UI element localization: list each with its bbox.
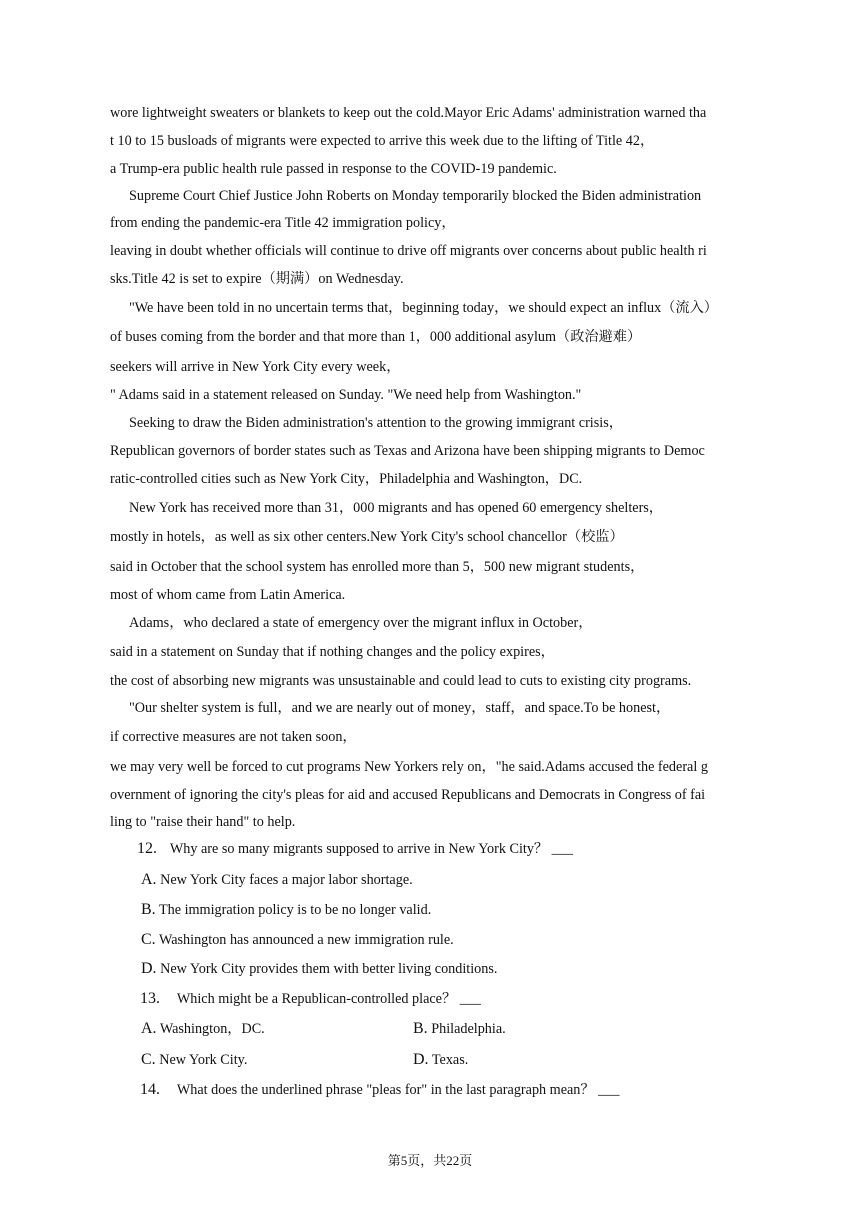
passage-line: ling to "raise their hand" to help. [110,814,296,830]
passage-line: wore lightweight sweaters or blankets to keep out the cold.Mayor Eric Adams' administration warned tha [110,105,707,121]
passage-line: sks.Title 42 is set to expire（期满）on Wednesday. [110,271,404,287]
question-text: Why are so many migrants supposed to arrive in New York City？ ___ [169,841,573,857]
option-text: Washington，DC. [159,1021,265,1037]
option-text: The immigration policy is to be no longer valid. [158,902,432,918]
question-number: 12. [137,840,157,857]
question-14 [140,1080,619,1100]
option-13-c [141,1050,247,1070]
option-letter: A. [141,871,157,888]
passage-line: Adams，who declared a state of emergency over the migrant influx in October， [129,615,593,631]
passage-line: overnment of ignoring the city's pleas for aid and accused Republicans and Democrats in Congress of fai [110,787,706,803]
option-13-b [413,1019,506,1039]
passage-line: "Our shelter system is full，and we are nearly out of money，staff，and space.To be honest， [129,700,671,716]
option-letter: D. [141,960,157,977]
option-13-a [141,1019,265,1039]
passage-line: said in a statement on Sunday that if nothing changes and the policy expires， [110,644,555,660]
passage-line: said in October that the school system has enrolled more than 5，500 new migrant students， [110,559,645,575]
question-text: What does the underlined phrase "pleas for" in the last paragraph mean？ ___ [176,1082,620,1098]
question-number: 14. [140,1081,160,1098]
option-letter: C. [141,1051,156,1068]
passage-line: if corrective measures are not taken soon， [110,729,357,745]
option-12-c [141,930,454,950]
option-letter: A. [141,1020,157,1037]
question-number: 13. [140,990,160,1007]
passage-line: Republican governors of border states such as Texas and Arizona have been shipping migrants to Democ [110,443,705,459]
passage-line: of buses coming from the border and that more than 1，000 additional asylum（政治避难） [110,329,642,345]
option-text: New York City faces a major labor shortage. [160,872,413,888]
option-text: Washington has announced a new immigration rule. [158,932,454,948]
question-13 [140,989,481,1009]
passage-line: from ending the pandemic-era Title 42 immigration policy， [110,215,456,231]
question-text: Which might be a Republican-controlled place？ ___ [176,991,481,1007]
page-footer: 第5页，共22页 [387,1153,473,1168]
option-letter: B. [413,1020,428,1037]
option-letter: C. [141,931,156,948]
passage-line: seekers will arrive in New York City every week， [110,359,401,375]
passage-line: mostly in hotels，as well as six other centers.New York City's school chancellor（校监） [110,529,624,545]
passage-line: " Adams said in a statement released on Sunday. "We need help from Washington." [110,387,582,403]
option-12-b [141,900,431,920]
option-12-a [141,870,413,890]
passage-line: leaving in doubt whether officials will continue to drive off migrants over concerns about public health ri [110,243,707,259]
option-text: New York City. [159,1052,248,1068]
passage-line: most of whom came from Latin America. [110,587,346,603]
option-letter: B. [141,901,156,918]
passage-line: the cost of absorbing new migrants was unsustainable and could lead to cuts to existing city programs. [110,673,692,689]
passage-line: ratic-controlled cities such as New York City，Philadelphia and Washington，DC. [110,471,583,487]
option-text: New York City provides them with better living conditions. [160,961,498,977]
option-text: Texas. [431,1052,469,1068]
passage-line: New York has received more than 31，000 migrants and has opened 60 emergency shelters， [129,500,663,516]
passage-line: we may very well be forced to cut programs New Yorkers rely on，"he said.Adams accused the federal g [110,759,708,775]
passage-line: Supreme Court Chief Justice John Roberts on Monday temporarily blocked the Biden administration [129,188,702,204]
passage-line: t 10 to 15 busloads of migrants were expected to arrive this week due to the lifting of Title 42， [110,133,655,149]
passage-line: "We have been told in no uncertain terms that，beginning today，we should expect an influx（流入） [129,300,718,316]
passage-line: Seeking to draw the Biden administration's attention to the growing immigrant crisis， [129,415,623,431]
option-letter: D. [413,1051,429,1068]
question-12 [137,839,573,859]
option-text: Philadelphia. [431,1021,506,1037]
passage-line: a Trump-era public health rule passed in response to the COVID-19 pandemic. [110,161,557,177]
option-12-d [141,959,497,979]
option-13-d [413,1050,468,1070]
